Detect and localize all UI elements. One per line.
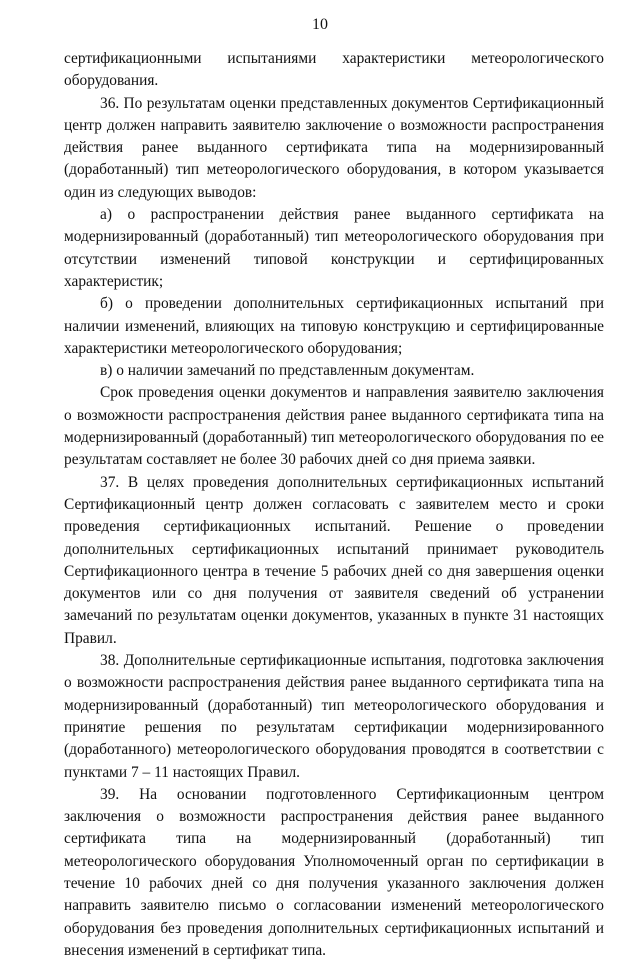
paragraph-36-item-c: в) о наличии замечаний по представленным документам. <box>100 362 475 380</box>
paragraph-38: 38. Дополнительные сертификационные испытания, подготовка заключения о возможности распространения действия ранее выданного сертификата типа на модернизированный (доработанный) тип метеорологического оборудования и принятие решения по результатам сертификации модернизированного (доработанного) метеорологического оборудования проводятся в соответствии с пунктами 7 – 11 настоящих Правил. <box>64 652 604 781</box>
paragraph-continuation: сертификационными испытаниями характеристики метеорологического оборудования. <box>64 50 604 90</box>
paragraph-36: 36. По результатам оценки представленных документов Сертификационный центр должен направить заявителю заключение о возможности распространения действия ранее выданного сертификата типа на модернизированный (доработанный) тип метеорологического оборудования, в котором указывается один из следующих выводов: <box>64 94 604 201</box>
paragraph-37: 37. В целях проведения дополнительных сертификационных испытаний Сертификационный центр должен согласовать с заявителем место и сроки проведения сертификационных испытаний. Решение о проведении дополнительных сертификационных испытаний принимает руководитель Сертификационного центра в течение 5 рабочих дней со дня завершения оценки документов или со дня получения от заявителя сведений об устранении замечаний по результатам оценки документов, указанных в пункте 31 настоящих Правил. <box>64 473 604 647</box>
document-body <box>64 48 604 962</box>
paragraph-36-item-a: а) о распространении действия ранее выданного сертификата на модернизированный (доработанный) тип метеорологического оборудования при отсутствии изменений типовой конструкции и сертифицированных характеристик; <box>64 206 604 290</box>
paragraph-deadline: Срок проведения оценки документов и направления заявителю заключения о возможности распространения действия ранее выданного сертификата типа на модернизированный (доработанный) тип метеорологического оборудования по ее результатам составляет не более 30 рабочих дней со дня приема заявки. <box>64 384 604 469</box>
paragraph-36-item-b: б) о проведении дополнительных сертификационных испытаний при наличии изменений, влияющих на типовую конструкцию и сертифицированные характеристики метеорологического оборудования; <box>64 295 604 357</box>
paragraph-39: 39. На основании подготовленного Сертификационным центром заключения о возможности распространения действия ранее выданного сертификата типа на модернизированный (доработанный) тип метеорологического оборудования Уполномоченный орган по сертификации в течение 10 рабочих дней со дня получения указанного заключения должен направить заявителю письмо о согласовании изменений метеорологического оборудования без проведения дополнительных сертификационных испытаний и внесения изменений в сертификат типа. <box>64 785 604 959</box>
page-number: 10 <box>312 16 328 33</box>
